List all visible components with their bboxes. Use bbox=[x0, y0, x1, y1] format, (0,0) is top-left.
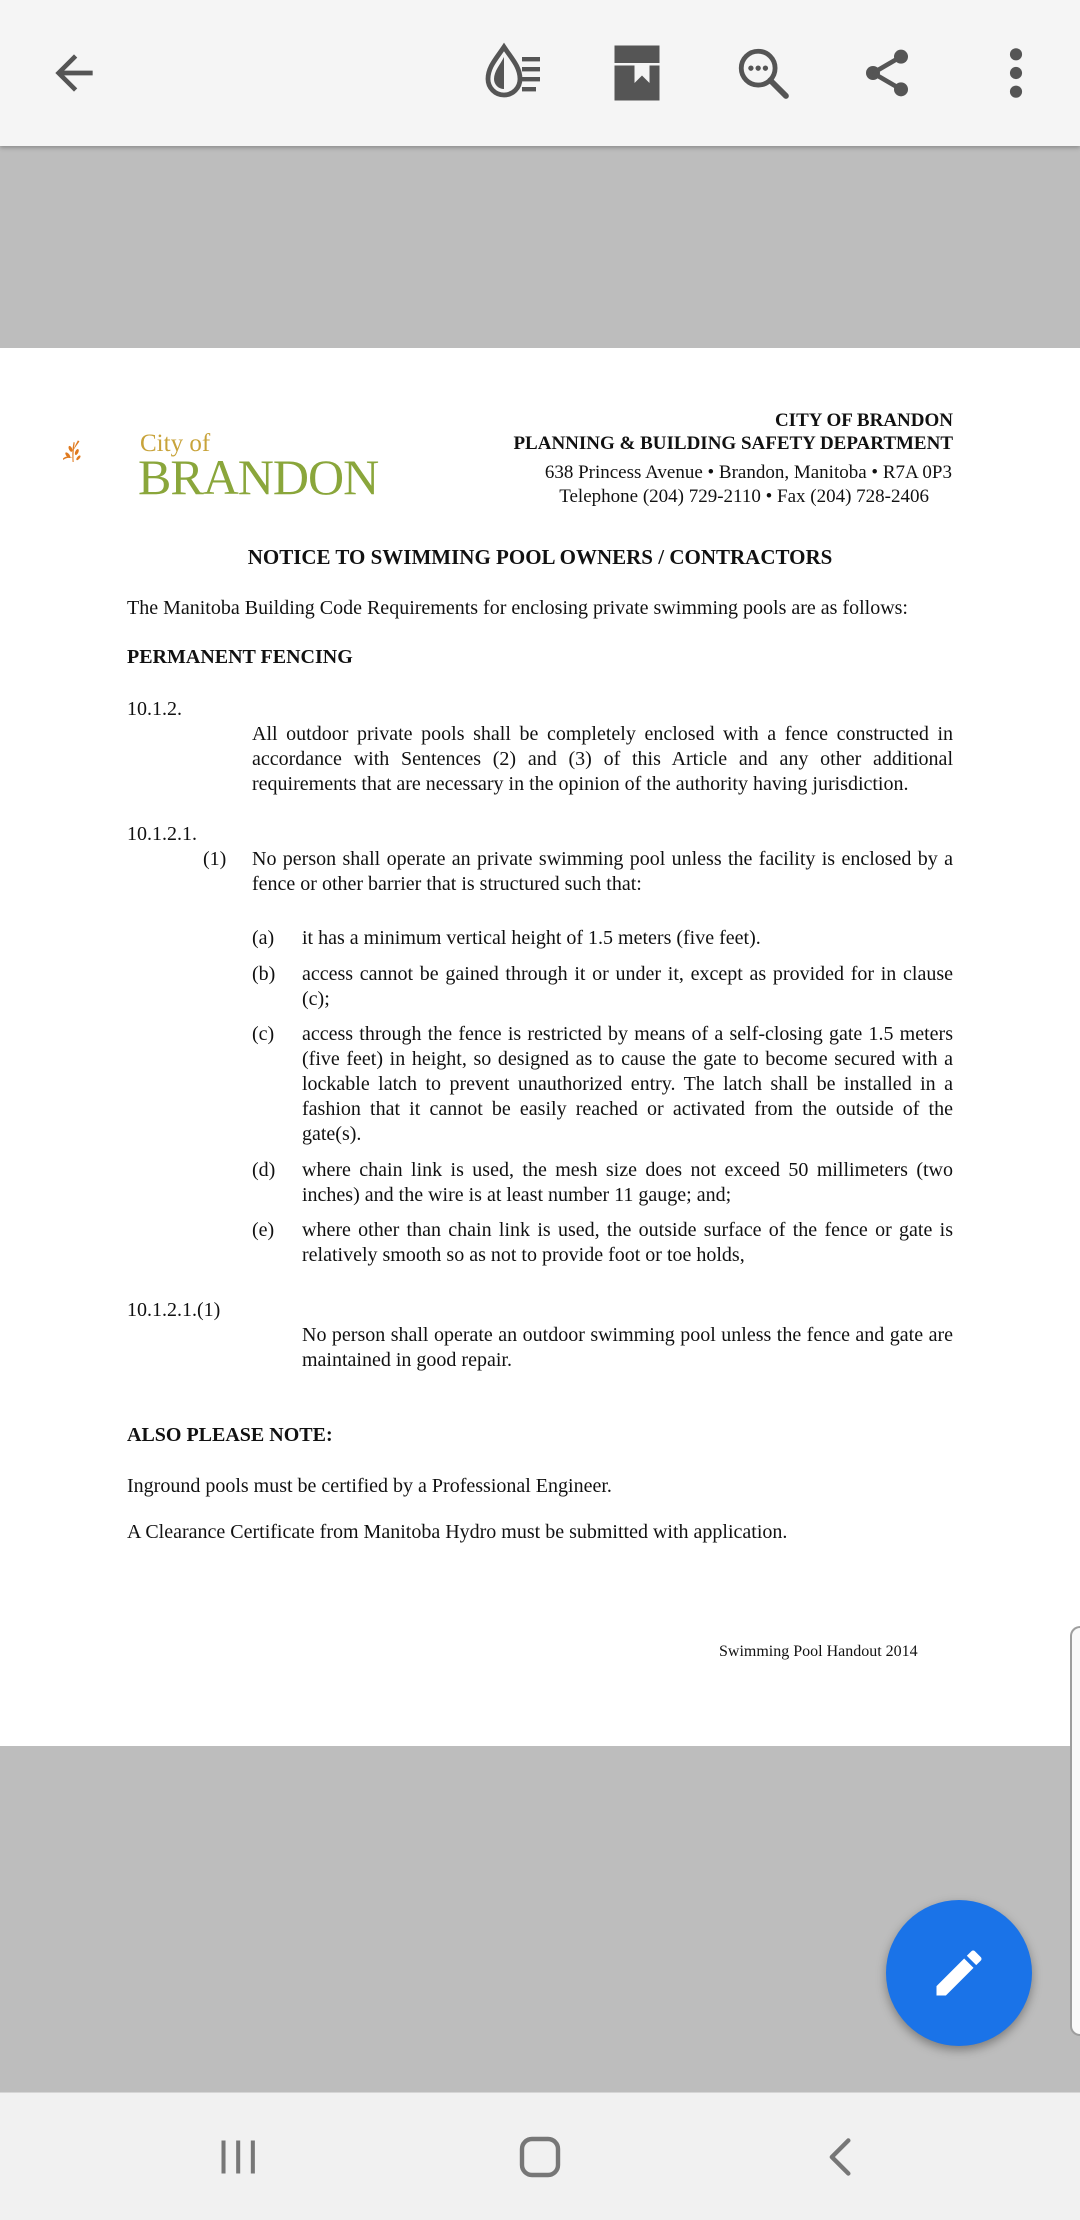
back-arrow-icon bbox=[46, 45, 102, 101]
article-number: 10.1.2.1.(1) bbox=[127, 1299, 221, 1321]
app-toolbar bbox=[0, 0, 1080, 146]
article-text: All outdoor private pools shall be completely enclosed with a fence constructed in accordance with Sentences (2) and (3) of this Article and any other additional requirements that are necessary in the opinion of the authority having jurisdiction. bbox=[252, 723, 953, 795]
note-text: A Clearance Certificate from Manitoba Hydro must be submitted with application. bbox=[127, 1521, 788, 1543]
page-footer: Swimming Pool Handout 2014 bbox=[719, 1643, 918, 1660]
bookmark-icon bbox=[612, 43, 662, 103]
clause-text: access cannot be gained through it or under it, except as provided for in clause (c); bbox=[302, 963, 953, 1010]
header-city: CITY OF BRANDON bbox=[774, 410, 953, 431]
search-icon bbox=[734, 44, 792, 102]
clause-text: where other than chain link is used, the outside surface of the fence or gate is relatively smooth so as not to provide foot or toe holds, bbox=[302, 1219, 953, 1266]
home-icon bbox=[516, 2133, 564, 2181]
clause-label: (b) bbox=[252, 963, 276, 985]
header-address: 638 Princess Avenue • Brandon, Manitoba • R7A 0P3 bbox=[544, 462, 952, 483]
header-department: PLANNING & BUILDING SAFETY DEPARTMENT bbox=[513, 433, 953, 454]
back-button[interactable] bbox=[34, 33, 114, 113]
clause-label: (e) bbox=[252, 1219, 275, 1241]
search-button[interactable] bbox=[723, 33, 803, 113]
bookmark-button[interactable] bbox=[597, 33, 677, 113]
sentence-number: (1) bbox=[203, 848, 227, 870]
article-number: 10.1.2. bbox=[127, 698, 182, 720]
notice-title: NOTICE TO SWIMMING POOL OWNERS / CONTRACTORS bbox=[247, 545, 833, 569]
note-heading: ALSO PLEASE NOTE: bbox=[127, 1424, 333, 1446]
article-number: 10.1.2.1. bbox=[127, 823, 197, 845]
share-icon bbox=[859, 45, 915, 101]
header-phone: Telephone (204) 729-2110 • Fax (204) 728-2406 bbox=[559, 486, 929, 507]
clause-text: where chain link is used, the mesh size does not exceed 50 millimeters (two inches) and the wire is at least number 11 gauge; and; bbox=[302, 1159, 953, 1206]
reading-mode-button[interactable] bbox=[472, 33, 552, 113]
sentence-text: No person shall operate an private swimming pool unless the facility is enclosed by a fence or other barrier that is structured such that: bbox=[252, 848, 953, 895]
more-vert-icon bbox=[1006, 45, 1026, 101]
nav-back-icon bbox=[819, 2135, 863, 2179]
logo-brand-text: BRANDON bbox=[138, 449, 379, 505]
edit-pencil-icon bbox=[929, 1943, 989, 2003]
clause-text: it has a minimum vertical height of 1.5 meters (five feet). bbox=[302, 927, 761, 949]
section-heading: PERMANENT FENCING bbox=[127, 646, 353, 668]
edit-fab-button[interactable] bbox=[886, 1900, 1032, 2046]
logo-city-of-text: City of bbox=[140, 430, 211, 457]
article-text: No person shall operate an outdoor swimming pool unless the fence and gate are maintained in good repair. bbox=[302, 1324, 953, 1371]
recent-apps-button[interactable] bbox=[193, 2117, 283, 2197]
more-options-button[interactable] bbox=[976, 33, 1056, 113]
clause-label: (d) bbox=[252, 1159, 276, 1181]
home-button[interactable] bbox=[495, 2117, 585, 2197]
system-nav-bar bbox=[0, 2092, 1080, 2220]
reading-mode-icon bbox=[480, 41, 544, 105]
intro-text: The Manitoba Building Code Requirements for enclosing private swimming pools are as follows: bbox=[127, 597, 908, 619]
clause-label: (c) bbox=[252, 1023, 275, 1045]
scroll-handle[interactable] bbox=[1070, 1626, 1080, 2036]
nav-back-button[interactable] bbox=[796, 2117, 886, 2197]
recent-apps-icon bbox=[216, 2135, 260, 2179]
clause-label: (a) bbox=[252, 927, 275, 949]
share-button[interactable] bbox=[847, 33, 927, 113]
note-text: Inground pools must be certified by a Professional Engineer. bbox=[127, 1475, 612, 1497]
clause-text: access through the fence is restricted by means of a self-closing gate 1.5 meters (five feet) in height, so designed as to cause the gate to become secured with a lockable latch to prevent unauthorized entry. The latch shall be installed in a fashion that it cannot be easily reached or activated from the outside of the gate(s). bbox=[302, 1023, 953, 1145]
